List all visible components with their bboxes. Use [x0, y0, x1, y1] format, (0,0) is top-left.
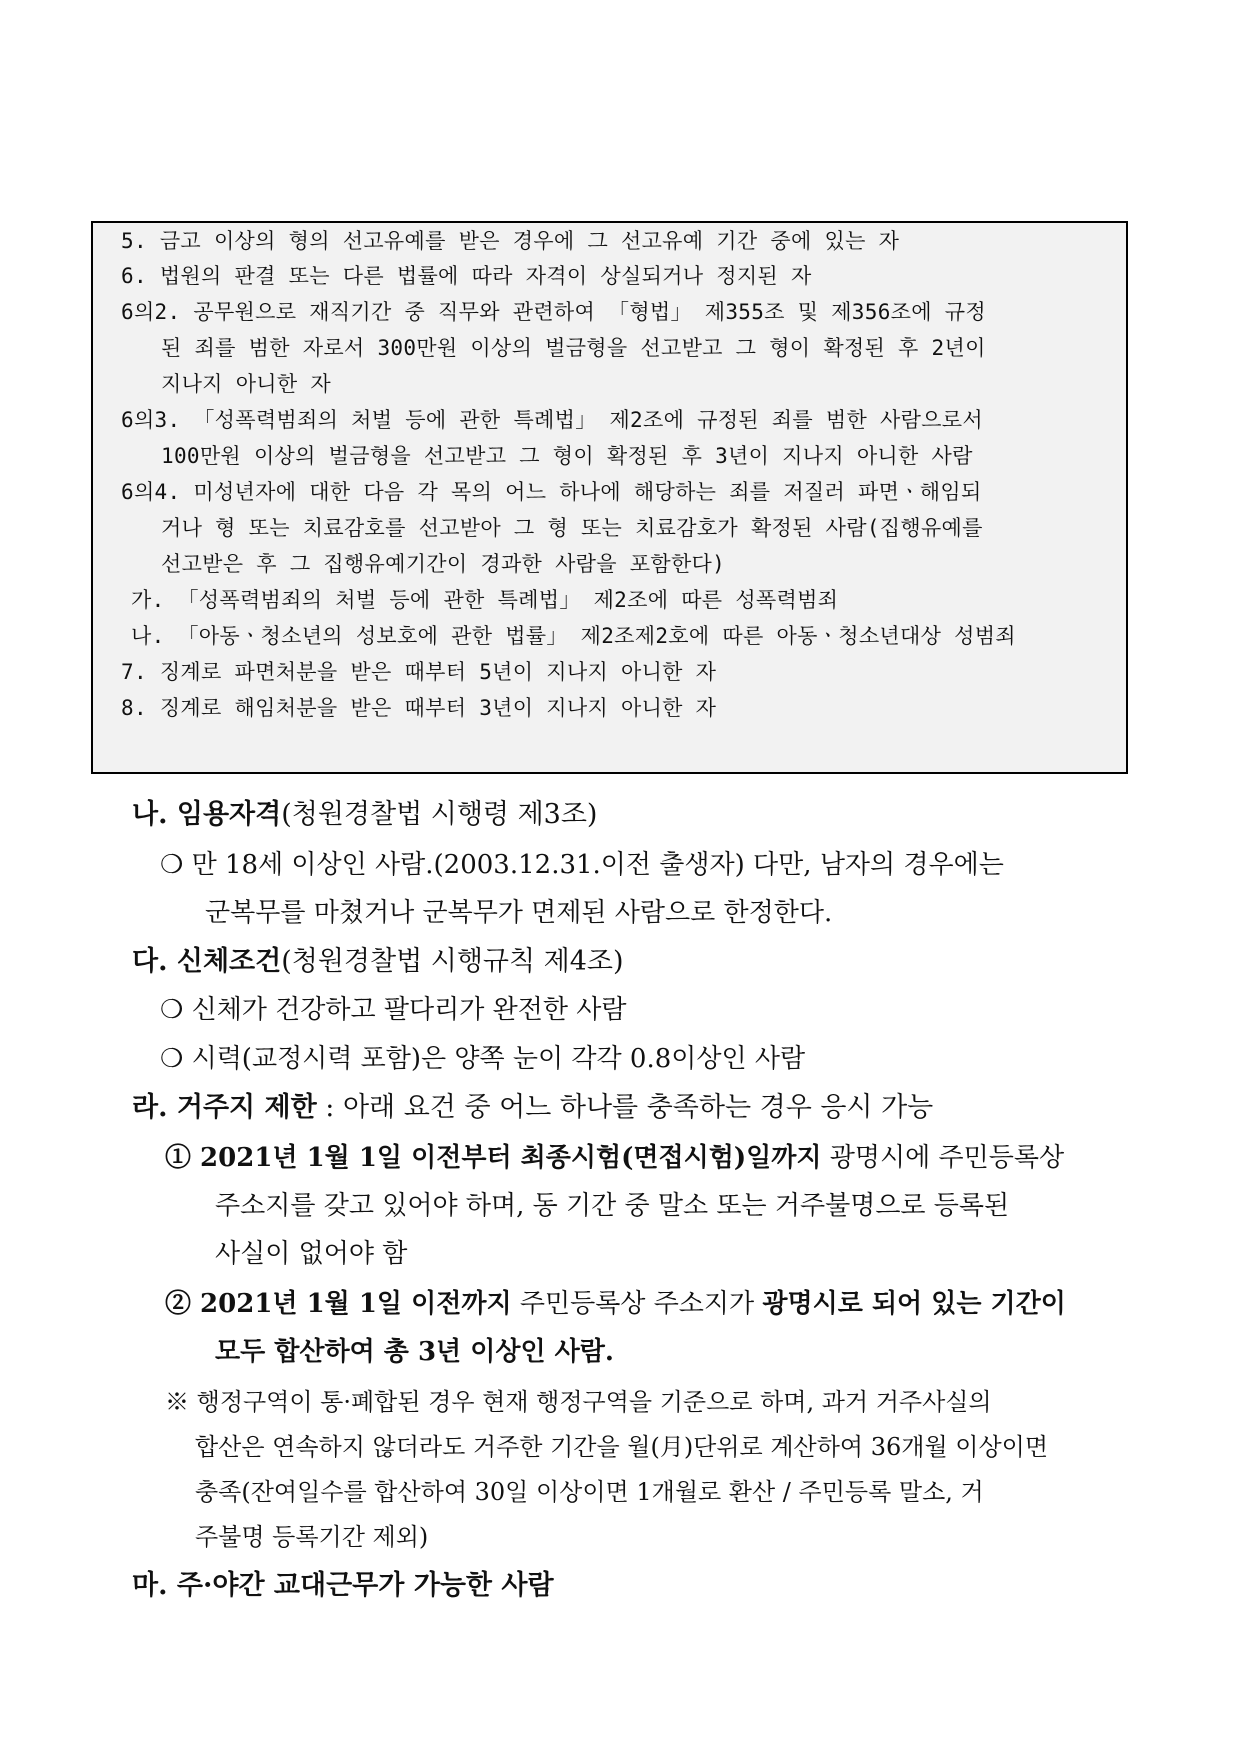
note-line: 충족(잔여일수를 합산하여 30일 이상이면 1개월로 환산 / 주민등록 말소, 거: [195, 1478, 984, 1506]
residence-item-1: [165, 1140, 1064, 1176]
box-line: 선고받은 후 그 집행유예기간이 경과한 사람을 포함한다): [161, 552, 726, 576]
section-ra-desc: : 아래 요건 중 어느 하나를 충족하는 경우 응시 가능: [316, 1092, 934, 1123]
note-line: 주불명 등록기간 제외): [195, 1523, 429, 1551]
residence-item-2: [165, 1286, 1066, 1322]
box-line: 지나지 아니한 자: [161, 372, 331, 396]
section-na-ref: (청원경찰법 시행령 제3조): [281, 799, 598, 830]
box-line: 100만원 이상의 벌금형을 선고받고 그 형이 확정된 후 3년이 지나지 아니한 사람: [161, 444, 973, 468]
section-da-heading: [132, 944, 624, 980]
residence-item-1-line3: 사실이 없어야 함: [215, 1239, 408, 1269]
residence-item-2-bold2: 광명시로 되어 있는 기간이: [762, 1289, 1066, 1319]
bullet-item: ❍ 신체가 건강하고 팔다리가 완전한 사람: [160, 995, 627, 1025]
box-line: 7. 징계로 파면처분을 받은 때부터 5년이 지나지 아니한 자: [121, 660, 717, 684]
section-ma-heading: 마. 주·야간 교대근무가 가능한 사람: [132, 1570, 554, 1601]
residence-item-2-mid: 주민등록상 주소지가: [511, 1289, 763, 1319]
box-line: 나. 「아동ㆍ청소년의 성보호에 관한 법률」 제2조제2호에 따른 아동ㆍ청소년대상 성범죄: [131, 624, 1016, 648]
bullet-continuation: 군복무를 마쳤거나 군복무가 면제된 사람으로 한정한다.: [205, 898, 833, 928]
note-line: 합산은 연속하지 않더라도 거주한 기간을 월(月)단위로 계산하여 36개월 이상이면: [195, 1433, 1048, 1461]
box-line: 거나 형 또는 치료감호를 선고받아 그 형 또는 치료감호가 확정된 사람(집행유예를: [161, 516, 983, 540]
box-line: 6의3. 「성폭력범죄의 처벌 등에 관한 특례법」 제2조에 규정된 죄를 범한 사람으로서: [121, 408, 983, 432]
box-line: 6의2. 공무원으로 재직기간 중 직무와 관련하여 「형법」 제355조 및 제356조에 규정: [121, 300, 986, 324]
box-line: 6. 법원의 판결 또는 다른 법률에 따라 자격이 상실되거나 정지된 자: [121, 264, 812, 288]
box-line: 가. 「성폭력범죄의 처벌 등에 관한 특례법」 제2조에 따른 성폭력범죄: [131, 588, 839, 612]
residence-item-2-line2: 모두 합산하여 총 3년 이상인 사람.: [215, 1337, 614, 1367]
residence-item-1-line2: 주소지를 갖고 있어야 하며, 동 기간 중 말소 또는 거주불명으로 등록된: [215, 1191, 1010, 1221]
disqualification-box: [91, 221, 1128, 774]
residence-item-1-rest: 광명시에 주민등록상: [821, 1143, 1065, 1173]
box-line: 8. 징계로 해임처분을 받은 때부터 3년이 지나지 아니한 자: [121, 696, 717, 720]
box-line: 6의4. 미성년자에 대한 다음 각 목의 어느 하나에 해당하는 죄를 저질러 파면ㆍ해임되: [121, 480, 982, 504]
section-na-heading: [132, 797, 597, 833]
bullet-item: ❍ 만 18세 이상인 사람.(2003.12.31.이전 출생자) 다만, 남자의 경우에는: [160, 850, 1004, 880]
section-ra-title: 라. 거주지 제한: [132, 1092, 317, 1123]
section-da-ref: (청원경찰법 시행규칙 제4조): [281, 946, 624, 977]
bullet-item: ❍ 시력(교정시력 포함)은 양쪽 눈이 각각 0.8이상인 사람: [160, 1044, 806, 1074]
section-na-title: 나. 임용자격: [132, 799, 282, 830]
box-line: 된 죄를 범한 자로서 300만원 이상의 벌금형을 선고받고 그 형이 확정된 후 2년이: [161, 336, 986, 360]
note-line: ※ 행정구역이 통·폐합된 경우 현재 행정구역을 기준으로 하며, 과거 거주사실의: [165, 1388, 992, 1416]
section-da-title: 다. 신체조건: [132, 946, 282, 977]
box-line: 5. 금고 이상의 형의 선고유예를 받은 경우에 그 선고유예 기간 중에 있는 자: [121, 229, 900, 253]
residence-item-2-bold: ② 2021년 1월 1일 이전까지: [165, 1289, 512, 1319]
section-ra-heading: [132, 1090, 933, 1126]
residence-item-1-bold: ① 2021년 1월 1일 이전부터 최종시험(면접시험)일까지: [165, 1143, 822, 1173]
